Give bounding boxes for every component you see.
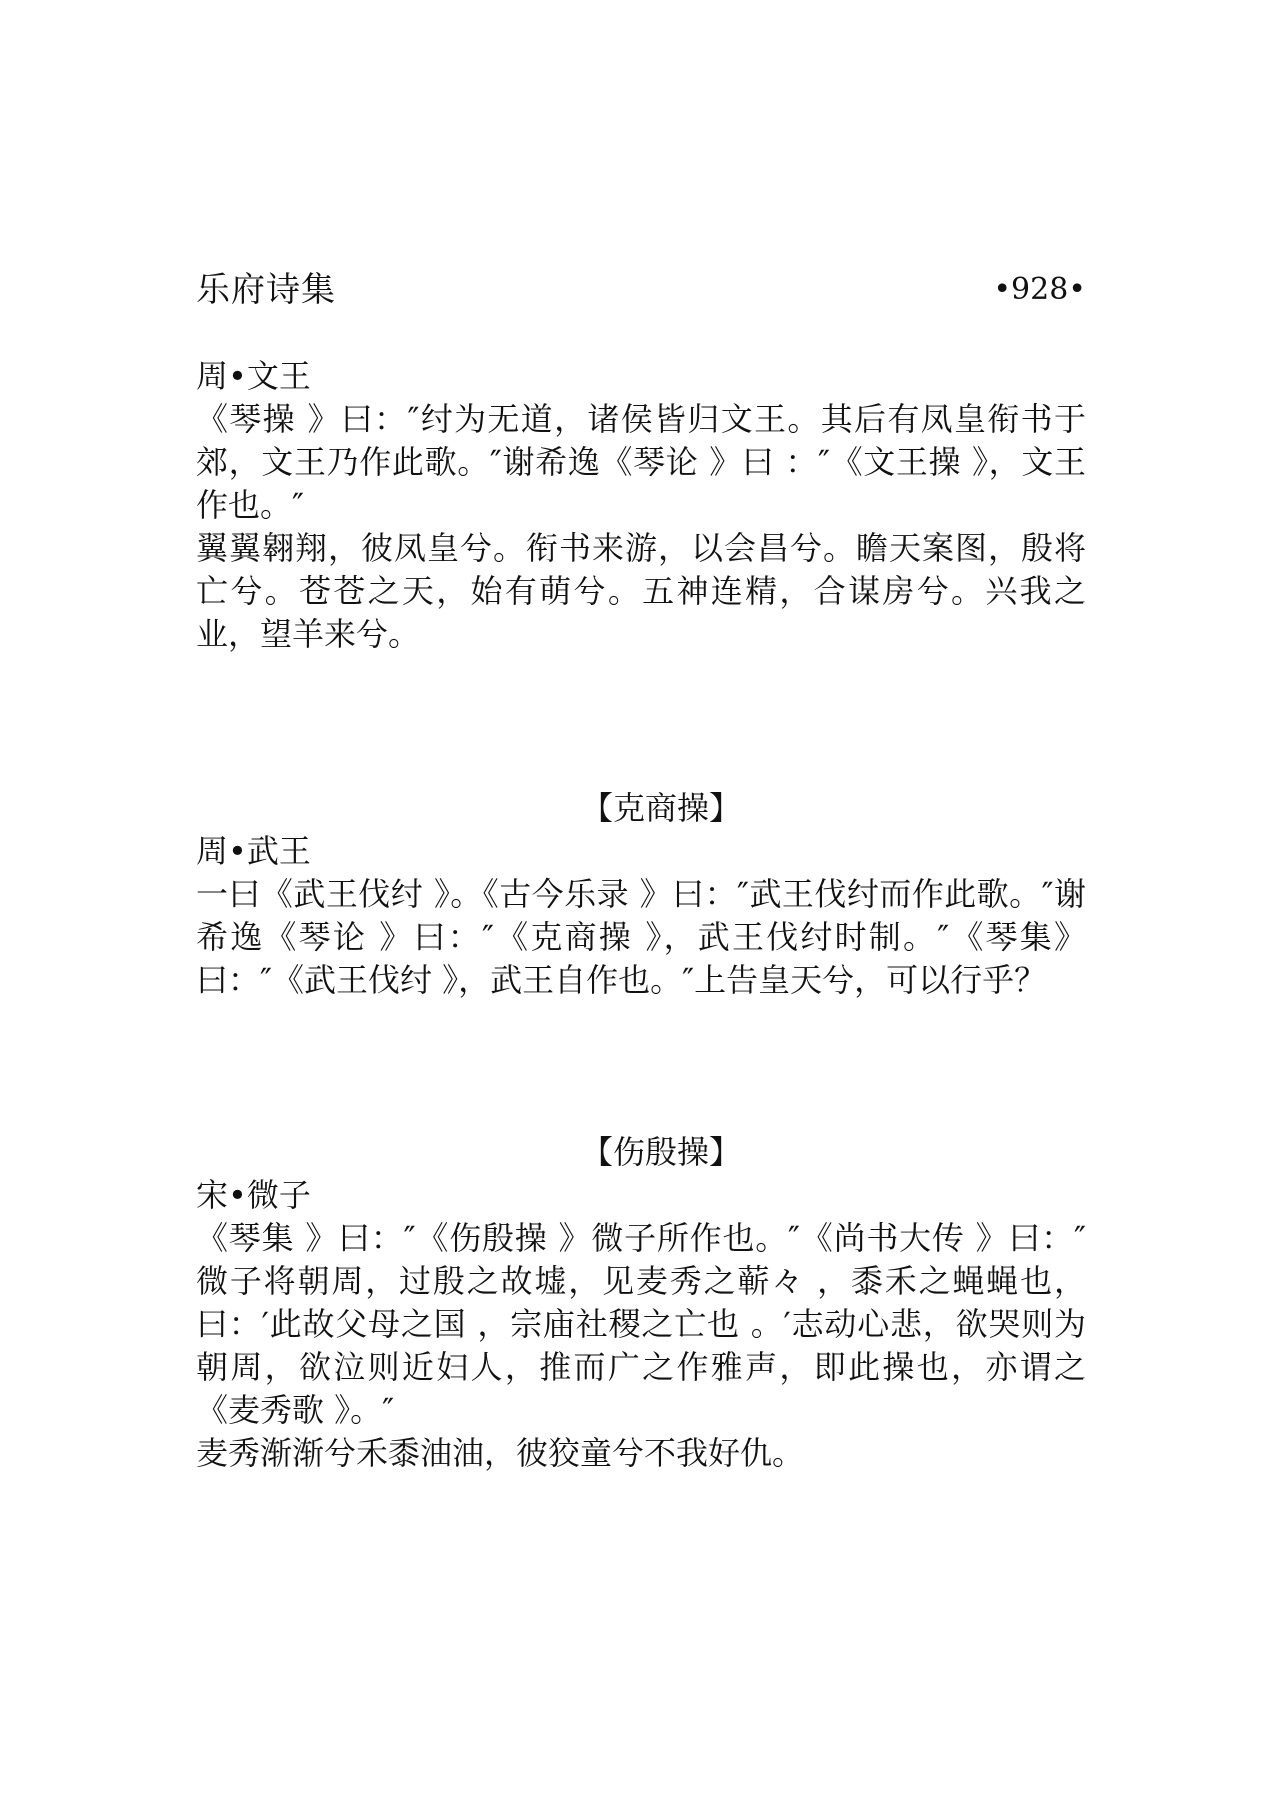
section-keshang-cao bbox=[196, 787, 1086, 1002]
section-shangyin-cao bbox=[196, 1131, 1086, 1475]
section-title: 【克商操】 bbox=[580, 789, 741, 827]
section-preface: 《琴集 》曰：″《伤殷操 》微子所作也。″《尚书大传 》曰：″微子将朝周，过殷之故墟，见麦秀之蕲々 ，黍禾之蝇蝇也，曰：′此故父母之国 ，宗庙社稷之亡也 。′志动心悲，欲哭则为朝周，欲泣则近妇人，推而广之作雅声，即此操也，亦谓之《麦秀歌 》。″ bbox=[196, 1219, 1086, 1429]
section-author: 周•武王 bbox=[196, 832, 311, 870]
book-title: 乐府诗集 bbox=[196, 270, 336, 310]
section-poem: 麦秀渐渐兮禾黍油油，彼狡童兮不我好仇。 bbox=[196, 1434, 805, 1472]
section-wenwang bbox=[196, 355, 1086, 656]
section-title: 【伤殷操】 bbox=[580, 1133, 741, 1171]
page-number: •928• bbox=[993, 272, 1086, 307]
section-preface: 一曰《武王伐纣 》。《古今乐录 》曰：″武王伐纣而作此歌。″谢希逸《琴论 》曰：″《克商操 》，武王伐纣时制。″《琴集》曰：″《武王伐纣 》，武王自作也。″上告皇天兮，可以行乎？ bbox=[196, 875, 1086, 999]
section-author: 宋•微子 bbox=[196, 1176, 311, 1214]
section-poem: 翼翼翱翔，彼凤皇兮。衔书来游，以会昌兮。瞻天案图，殷将亡兮。苍苍之天，始有萌兮。五神连精，合谋房兮。兴我之业，望羊来兮。 bbox=[196, 529, 1086, 653]
page-header bbox=[196, 268, 1086, 312]
section-author: 周•文王 bbox=[196, 357, 311, 395]
section-preface: 《琴操 》曰：″纣为无道，诸侯皆归文王。其后有凤皇衔书于郊，文王乃作此歌。″谢希逸《琴论 》曰 ：″《文王操 》，文王作也。″ bbox=[196, 400, 1086, 524]
